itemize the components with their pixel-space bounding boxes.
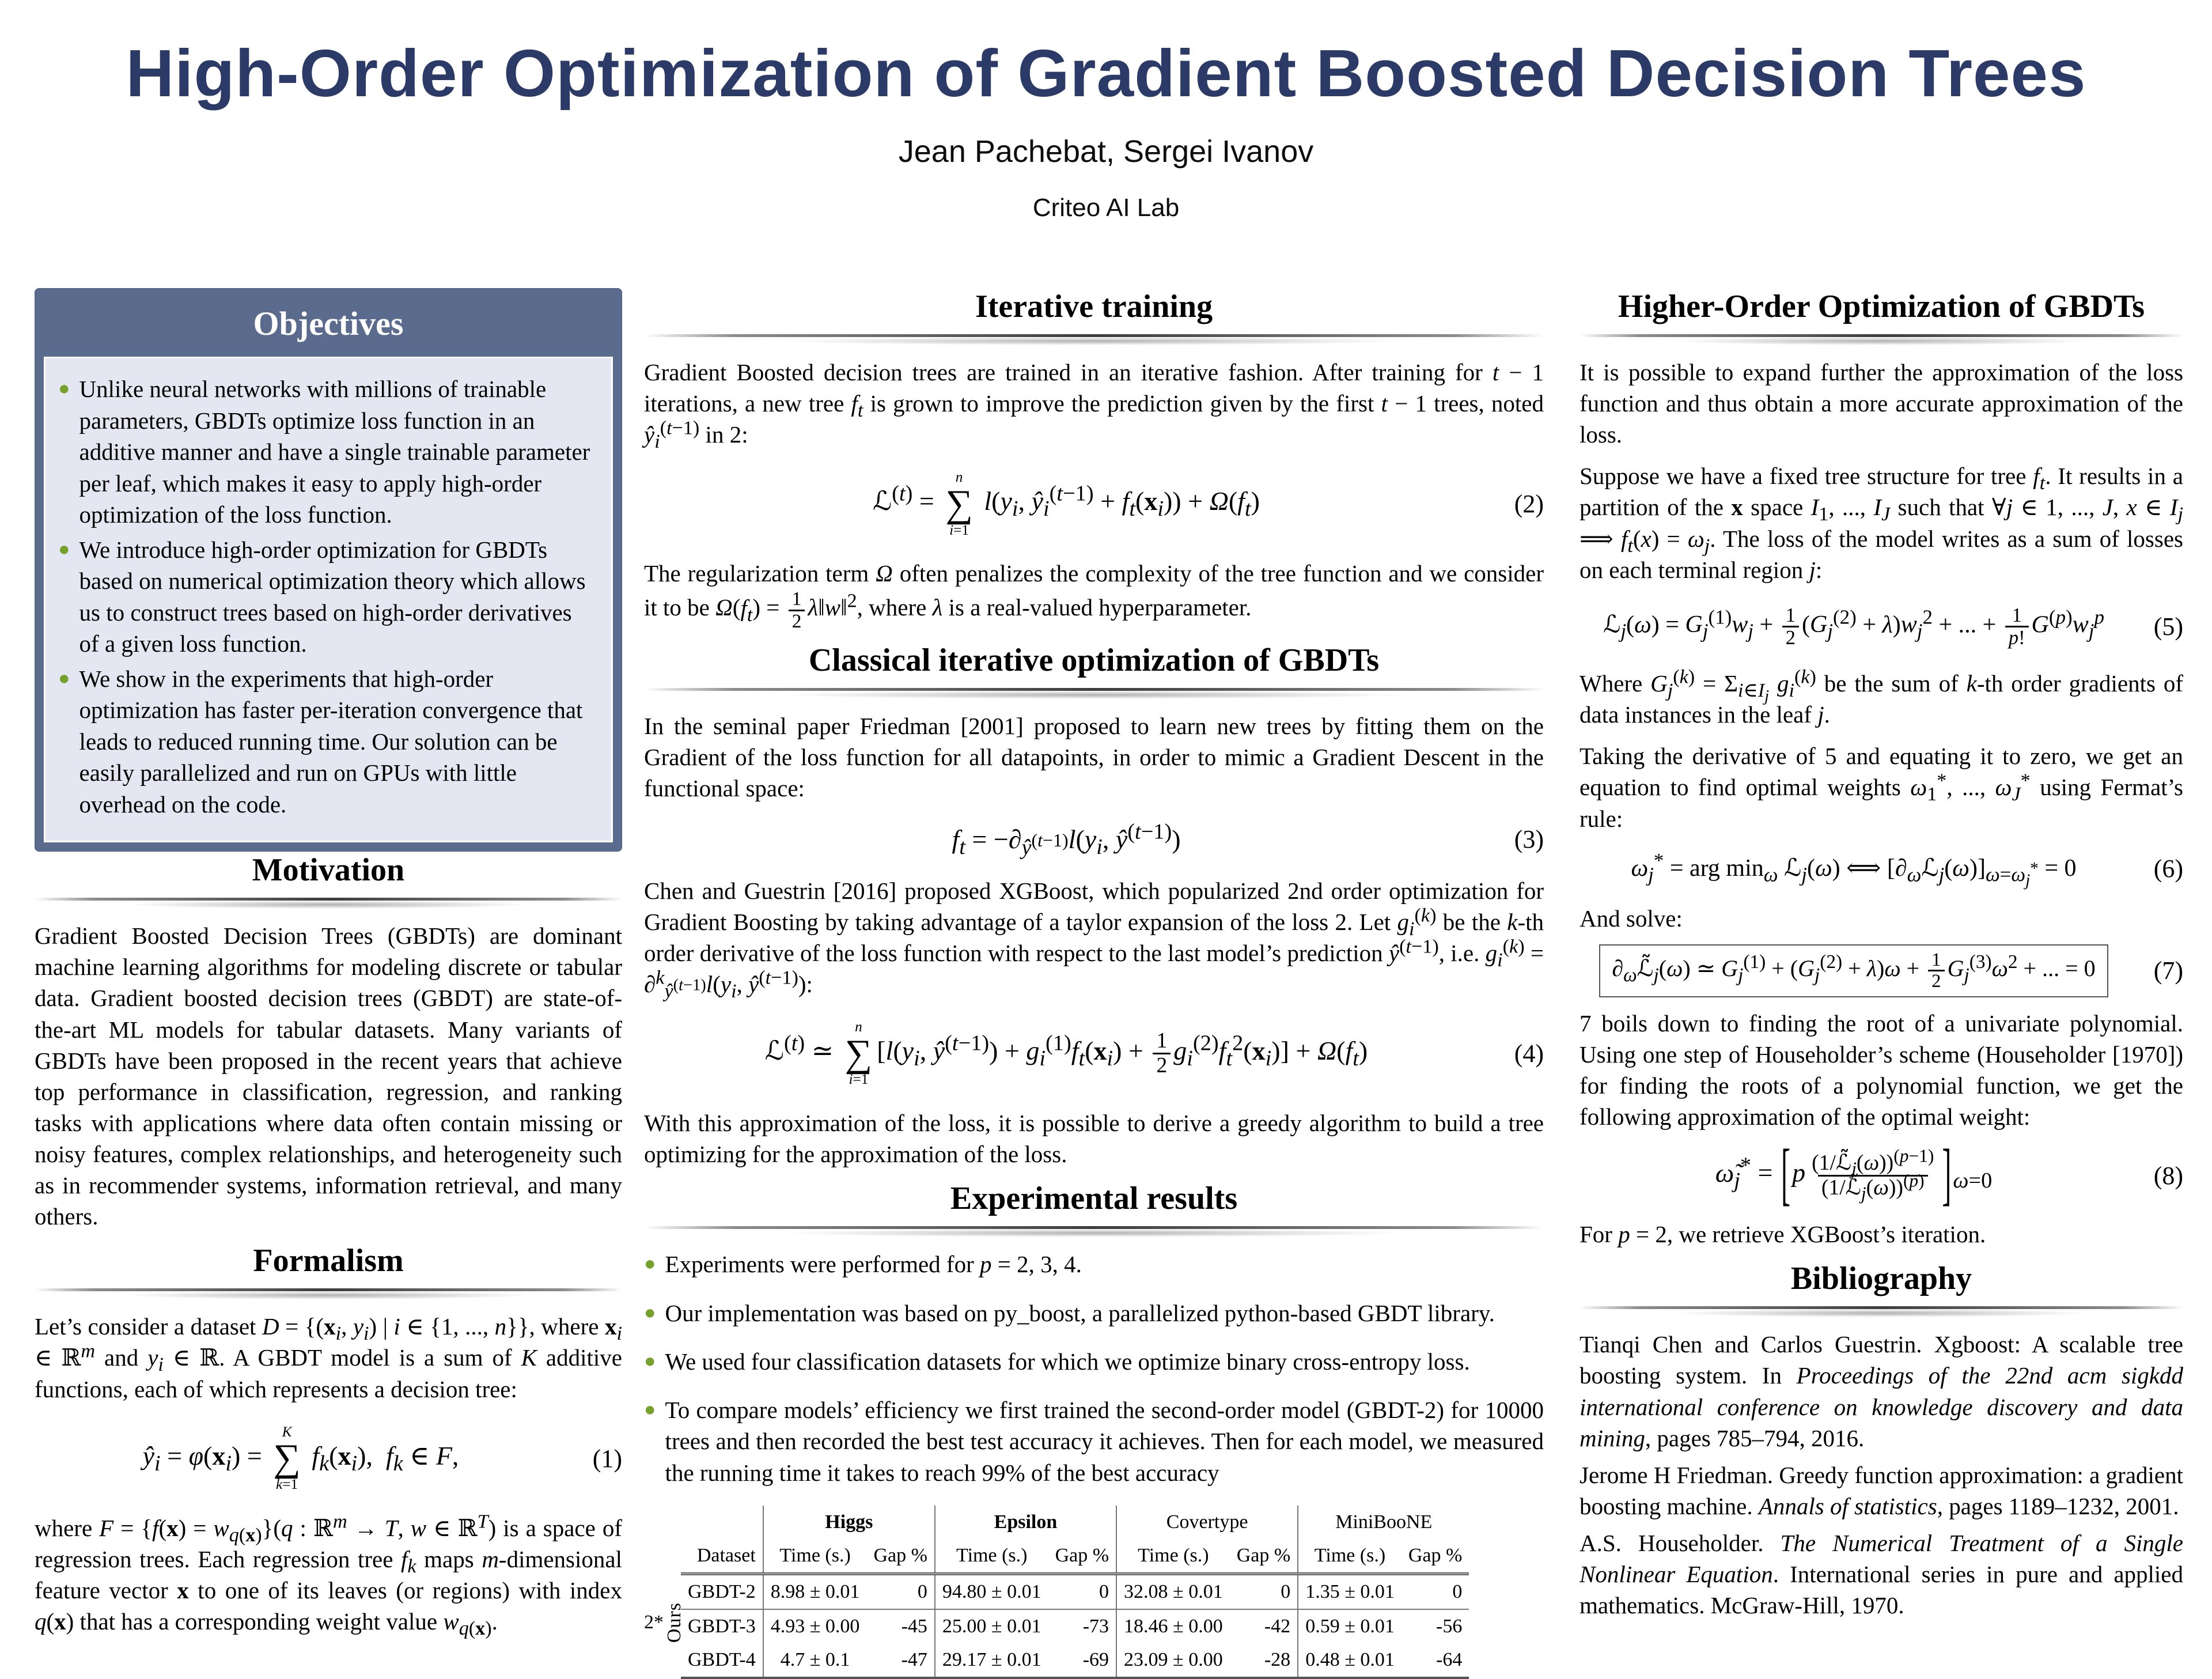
bibliography-entry: Tianqi Chen and Carlos Guestrin. Xgboost: A scalable tree boosting system. In Proceedings of the 22nd acm sigkdd international conference on knowledge discovery and data mining, pages 785–794, 2016. — [1580, 1331, 2183, 1451]
iterative-title: Iterative training — [975, 289, 1213, 324]
bullet-icon: ● — [644, 1350, 656, 1372]
table-group-higgs: Higgs — [763, 1506, 935, 1539]
higher-title: Higher-Order Optimization of GBDTs — [1618, 289, 2145, 324]
results-table — [681, 1506, 1469, 1679]
equation-8-body: $\omegã_j^* = [p$ $\frac{(1/ℒ̃_j(\omega))^{(p-1)}}{(1/ℒ̃_j(\omega))^{(p)}}$ ]$_{\omega=0}$ — [1715, 1136, 1993, 1213]
classical-p2: Chen and Guestrin [2016] proposed XGBoost, which popularized 2nd order optimization for Gradient Boosting by taking advantage of a taylor expansion of the loss 2. Let $g_i^{(k)}$ be the k-th order derivative of the loss function with respect to the last model’s prediction $ŷ^{(t-1)}$, i.e. $g_i^{(k)} = \partial^k_{ŷ^{(t-1)}}l(y_i$, $ŷ^{(t-1)}$): — [644, 877, 1544, 1003]
motivation-text: Gradient Boosted Decision Trees (GBDTs) are dominant machine learning algorithms for modeling discrete or tabular data. Gradient boosted decision trees (GBDT) are state-of-the-art ML models for tabular datasets. Many variants of GBDTs have been proposed in the recent years that achieve top performance in classification, regression, and ranking tasks with applications where data often contain missing or noisy features, complex relationships, and heterogeneity such as in recommender systems, information retrieval, and many others. — [35, 922, 622, 1230]
table-side-label — [644, 1602, 685, 1643]
objective-item — [58, 534, 596, 660]
equation-7-box: $\partial_\omega ℒ̃_j(\omega)$ ≃ $G_j^{(1)} + (G_j^{(2)} + \lambda)\omega$ + $\frac{1}{2}$ $G_j^{(3)}\omega^2$ + ... = 0 — [1599, 944, 2108, 997]
objectives-title: Objectives — [253, 305, 404, 342]
section-divider — [1580, 334, 2183, 337]
poster-title: High-Order Optimization of Gradient Boosted Decision Trees — [126, 36, 2086, 111]
objective-item — [58, 663, 596, 820]
higher-p1: It is possible to expand further the approximation of the loss function and thus obtain a more accurate approximation of the loss. — [1580, 359, 2183, 448]
left-column — [35, 288, 622, 1647]
equation-5 — [1580, 605, 2183, 648]
equation-2-body: ℒ$^{(t)}$ = n ∑ i=1 $l(y_i$, $ŷ_i^{(t-1)} + f_t(x_i)) + \Omega(f_t)$ — [873, 469, 1260, 538]
objective-text: We show in the experiments that high-order optimization has faster per-iteration convergence that leads to reduced running time. Our solution can be easily parallelized and run on GPUs with little overhead on the code. — [79, 665, 583, 818]
objective-item — [58, 373, 596, 531]
table-group-header-row — [681, 1506, 1469, 1539]
bullet-icon: ● — [644, 1302, 656, 1323]
objectives-body — [44, 357, 613, 842]
equation-4-body: ℒ$^{(t)}$ ≃ n ∑ i=1 [$l(y_i$, $ŷ^{(t-1)}) + g_i^{(1)}f_t(x_i)$ + $\frac{1}{2}$ $g_i^{(2)}f_t^2(x_i)] + \Omega(f_t)$ — [764, 1018, 1368, 1088]
equation-8-number: (8) — [2153, 1161, 2183, 1190]
motivation-title: Motivation — [252, 852, 405, 888]
table-header-gap: Gap % — [1230, 1539, 1298, 1574]
experimental-bullet — [644, 1394, 1544, 1488]
table-header-gap: Gap % — [1402, 1539, 1469, 1574]
section-divider — [644, 1226, 1544, 1229]
higher-p7: For p = 2, we retrieve XGBoost’s iteration. — [1580, 1221, 1986, 1248]
experimental-title: Experimental results — [950, 1181, 1238, 1217]
results-table-wrap — [644, 1506, 1544, 1679]
equation-7-body — [1580, 944, 2128, 997]
table-header-gap: Gap % — [1048, 1539, 1116, 1574]
objective-text: We introduce high-order optimization for GBDTs based on numerical optimization theory which allows us to construct trees based on high-order derivatives of a given loss function. — [79, 536, 586, 657]
experimental-bullet-text: Our implementation was based on py_boost, a parallelized python-based GBDT library. — [665, 1299, 1495, 1326]
table-row: GBDT-2 8.98 ± 0.01 0 94.80 ± 0.01 0 32.08 ± 0.01 0 1.35 ± 0.01 0 — [681, 1574, 1469, 1609]
experimental-bullet-text: To compare models’ efficiency we first trained the second-order model (GBDT-2) for 10000 trees and then recorded the best test accuracy it achieves. Then for each model, we measured the running time it takes to reach 99% of the best accuracy — [665, 1397, 1544, 1486]
section-divider — [1580, 1306, 2183, 1309]
classical-title: Classical iterative optimization of GBDTs — [808, 642, 1380, 679]
middle-column — [644, 288, 1544, 1679]
bibliography-list — [1580, 1329, 2183, 1621]
section-divider — [35, 898, 622, 901]
table-row: GBDT-4 4.7 ± 0.1 -47 29.17 ± 0.01 -69 23.09 ± 0.00 -28 0.48 ± 0.01 -64 — [681, 1643, 1469, 1678]
equation-2 — [644, 470, 1544, 538]
bibliography-entry: Jerome H Friedman. Greedy function approximation: a gradient boosting machine. Annals of statistics, pages 1189–1232, 2001. — [1580, 1461, 2183, 1519]
bullet-icon: ● — [58, 667, 70, 689]
table-header-gap: Gap % — [866, 1539, 934, 1574]
experimental-bullet-text: We used four classification datasets for which we optimize binary cross-entropy loss. — [665, 1348, 1470, 1375]
objectives-panel — [35, 288, 622, 852]
formalism-title: Formalism — [253, 1243, 404, 1279]
table-group-covertype: Covertype — [1116, 1506, 1298, 1539]
table-header-time: Time (s.) — [935, 1539, 1048, 1574]
higher-p5: And solve: — [1580, 905, 1683, 932]
iterative-p1: Gradient Boosted decision trees are trained in an iterative fashion. After training for t − 1 iterations, a new tree $f_t$ is grown to improve the prediction given by the first t − 1 trees, noted $ŷ_i^{(t-1)}$ in 2: — [644, 359, 1544, 453]
table-header-time: Time (s.) — [763, 1539, 867, 1574]
equation-3-number: (3) — [1514, 825, 1544, 854]
equation-4 — [644, 1019, 1544, 1088]
formalism-outro: where $F = \{f(x) = w_{q(x)}\}(q$ : ℝ$^m$ → T, w ∈ ℝ$^T$) is a space of regression trees. Each regression tree $f_k$ maps m-dimensional feature vector x to one of its leaves (or regions) with index q(x) that has a corresponding weight value $w_{q(x)}$. — [35, 1510, 623, 1640]
bullet-icon: ● — [58, 538, 70, 560]
section-divider — [644, 688, 1544, 691]
equation-2-number: (2) — [1514, 490, 1544, 519]
table-group-miniboone: MiniBooNE — [1298, 1506, 1469, 1539]
iterative-p2: The regularization term Ω often penalizes the complexity of the tree function and we consider it to be $\Omega(f_t)$ = $\frac{1}{2}$ λ‖w‖$^2$, where λ is a real-valued hyperparameter. — [644, 560, 1544, 632]
table-side-label-ours: Ours — [664, 1602, 685, 1643]
equation-8 — [1580, 1136, 2183, 1213]
table-subheader-row — [681, 1539, 1469, 1574]
equation-6-number: (6) — [2153, 854, 2183, 883]
poster-authors: Jean Pachebat, Sergei Ivanov — [898, 134, 1314, 169]
objective-text: Unlike neural networks with millions of trainable parameters, GBDTs optimize loss function in an additive manner and have a single trainable parameter per leaf, which makes it easy to apply high-order optimization of the loss function. — [79, 376, 590, 528]
section-divider — [35, 1288, 622, 1291]
equation-5-body: ℒ$_j$(ω) = $G_j^{(1)}w_j$ + $\frac{1}{2}$ $(G_j^{(2)} + \lambda)w_j^2$ + ... + $\frac{1}{p!}$ $G^{(p)}w_j^p$ — [1603, 604, 2104, 649]
table-header-dataset: Dataset — [681, 1539, 763, 1574]
equation-7-number: (7) — [2153, 956, 2183, 985]
table-group-epsilon: Epsilon — [935, 1506, 1116, 1539]
equation-1-body: $ŷ_i = \varphi(x_i)$ = K ∑ k=1 $f_k(x_i)$, $f_k$ ∈ F, — [142, 1423, 459, 1492]
equation-5-number: (5) — [2153, 612, 2183, 641]
higher-p3: Where $G_j^{(k)} = \Sigma_{i\in I_j}$ $g_i^{(k)}$ be the sum of k-th order gradients of data instances in the leaf j. — [1580, 666, 2183, 728]
section-divider — [644, 334, 1544, 337]
equation-7 — [1580, 944, 2183, 997]
experimental-bullet — [644, 1298, 1544, 1329]
equation-1-number: (1) — [592, 1444, 622, 1473]
poster-affiliation: Criteo AI Lab — [1032, 194, 1180, 222]
classical-p1: In the seminal paper Friedman [2001] proposed to learn new trees by fitting them on the Gradient of the loss function for all datapoints, in order to mimic a Gradient Descent in the functional space: — [644, 713, 1544, 802]
equation-3-body: $f_t = -\partial_{ŷ^{(t-1)}}l(y_i$, $ŷ^{(t-1)}$) — [952, 820, 1181, 860]
table-row: GBDT-3 4.93 ± 0.00 -45 25.00 ± 0.01 -73 18.46 ± 0.00 -42 0.59 ± 0.01 -56 — [681, 1609, 1469, 1643]
bibliography-entry: A.S. Householder. The Numerical Treatment of a Single Nonlinear Equation. International series in pure and applied mathematics. McGraw-Hill, 1970. — [1580, 1529, 2184, 1619]
bullet-icon: ● — [58, 378, 70, 399]
classical-p3: With this approximation of the loss, it is possible to derive a greedy algorithm to build a tree optimizing for the approximation of the loss. — [644, 1109, 1544, 1168]
table-side-label-prefix: 2* — [644, 1612, 664, 1633]
experimental-bullet — [644, 1249, 1544, 1280]
higher-p6: 7 boils down to finding the root of a univariate polynomial. Using one step of Householder’s scheme (Householder [1970]) for finding the roots of a polynomial function, we get the following approximation of the optimal weight: — [1580, 1009, 2183, 1130]
bibliography-title: Bibliography — [1790, 1261, 1972, 1297]
bullet-icon: ● — [644, 1253, 656, 1275]
equation-6 — [1580, 849, 2183, 890]
equation-1 — [35, 1424, 622, 1493]
right-column — [1580, 288, 2183, 1627]
poster-header — [0, 35, 2212, 222]
formalism-intro: Let’s consider a dataset $D = \{(x_i$, $y_i$) | i ∈ {1, ..., n}}, where $x_i$ ∈ ℝ$^m$ and $y_i$ ∈ ℝ. A GBDT model is a sum of K additive functions, each of which represents a decision tree: — [35, 1313, 622, 1402]
experimental-bullet — [644, 1346, 1544, 1377]
higher-p2: Suppose we have a fixed tree structure for tree $f_t$. It results in a partition of the x space $I_1$, ..., $I_J$ such that ∀j ∈ 1, ..., J, x ∈ $I_j$ ⟹ $f_t(x) = \omega_j$. The loss of the model writes as a sum of losses on each terminal region j: — [1580, 463, 2183, 583]
experimental-bullet-text: Experiments were performed for p = 2, 3, 4. — [665, 1251, 1082, 1278]
higher-p4: Taking the derivative of 5 and equating it to zero, we get an equation to find optimal weights $\omega_1^*$, ..., $\omega_J^*$ using Fermat’s rule: — [1580, 743, 2184, 832]
bullet-icon: ● — [644, 1399, 656, 1421]
equation-6-body: $\omega_j^*$ = arg $\min_\omega$ ℒ$_j$(ω) ⟺ $[\partial_\omega ℒ_j(\omega)]_{\omega=\omega_j^*} = 0$ — [1631, 849, 2077, 890]
table-header-time: Time (s.) — [1298, 1539, 1402, 1574]
table-header-time: Time (s.) — [1116, 1539, 1230, 1574]
equation-4-number: (4) — [1514, 1039, 1544, 1068]
equation-3 — [644, 820, 1544, 860]
